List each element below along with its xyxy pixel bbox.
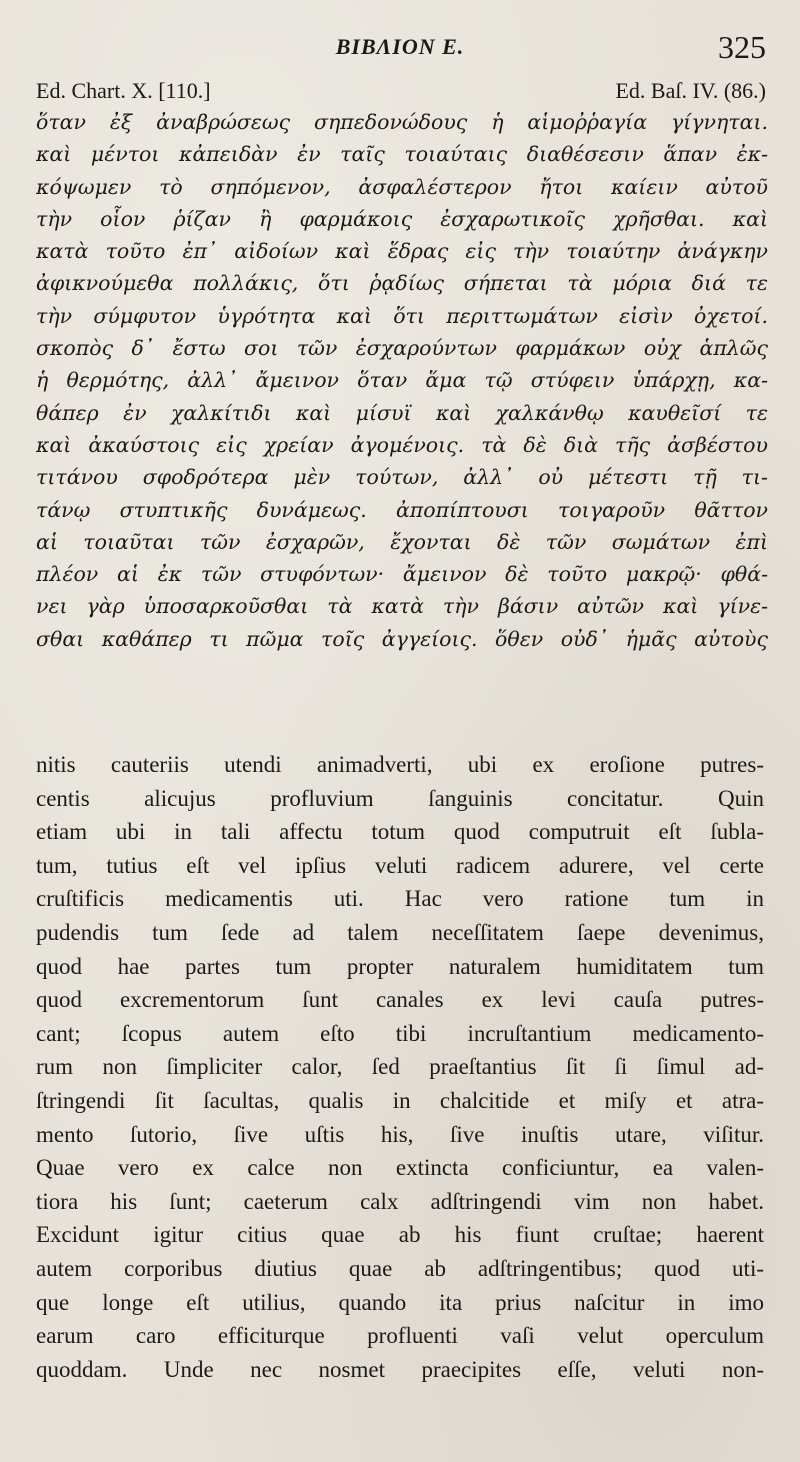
latin-line: cant; ſcopus autem eſto tibi incruſtantium medicamento-: [36, 1020, 764, 1046]
greek-line: καὶ μέντοι κἀπειδὰν ἐν ταῖς τοιαύταις διαθέσεσιν ἅπαν ἐκ-: [36, 142, 768, 167]
greek-line: τὴν σύμφυτον ὑγρότητα καὶ ὅτι περιττωμάτων εἰσὶν ὀχετοί.: [36, 303, 768, 328]
latin-line: autem corporibus diutius quae ab adſtringentibus; quod uti-: [36, 1255, 764, 1281]
edition-basel-reference: Ed. Baſ. IV. (86.): [615, 78, 766, 103]
greek-line: τάνῳ στυπτικῆς δυνάμεως. ἀποπίπτουσι τοιγαροῦν θᾶττον: [36, 497, 768, 522]
page-number: 325: [718, 29, 766, 65]
greek-line: θάπερ ἐν χαλκίτιδι καὶ μίσυϊ καὶ χαλκάνθῳ καυθεῖσί τε: [36, 400, 768, 425]
greek-line: καὶ ἀκαύστοις εἰς χρείαν ἀγομένοις. τὰ δὲ διὰ τῆς ἀσβέστου: [36, 432, 768, 457]
latin-line: earum caro efficiturque profluenti vaſi velut operculum: [36, 1323, 764, 1349]
latin-line: ſtringendi ſit ſacultas, qualis in chalcitide et miſy et atra-: [36, 1087, 764, 1113]
latin-line: quod hae partes tum propter naturalem humiditatem tum: [36, 953, 764, 979]
greek-line: αἱ τοιαῦται τῶν ἐσχαρῶν, ἔχονται δὲ τῶν σωμάτων ἐπὶ: [36, 529, 768, 554]
latin-line: cruſtificis medicamentis uti. Hac vero ratione tum in: [36, 886, 764, 912]
latin-line: Excidunt igitur citius quae ab his fiunt cruſtae; haerent: [36, 1222, 764, 1248]
latin-line: tum, tutius eſt vel ipſius veluti radicem adurere, vel certe: [36, 852, 764, 878]
latin-line: nitis cauteriis utendi animadverti, ubi ex eroſione putres-: [36, 752, 764, 777]
latin-line: centis alicujus profluvium ſanguinis concitatur. Quin: [36, 785, 764, 811]
greek-line: ἀφικνούμεθα πολλάκις, ὅτι ῥᾳδίως σήπεται τὰ μόρια διά τε: [36, 271, 768, 296]
latin-line: rum non ſimpliciter calor, ſed praeſtantius ſit ſi ſimul ad-: [36, 1054, 764, 1080]
latin-line: tiora his ſunt; caeterum calx adſtringendi vim non habet.: [36, 1188, 764, 1214]
latin-line: etiam ubi in tali affectu totum quod computruit eſt ſubla-: [36, 819, 764, 845]
edition-chartier-reference: Ed. Chart. X. [110.]: [36, 78, 211, 103]
latin-line: mento ſutorio, ſive uſtis his, ſive inuſtis utare, viſitur.: [36, 1121, 764, 1147]
latin-line: quoddam. Unde nec nosmet praecipites eſſe, veluti non-: [36, 1356, 764, 1382]
greek-line: κατὰ τοῦτο ἐπ᾽ αἰδοίων καὶ ἕδρας εἰς τὴν τοιαύτην ἀνάγκην: [36, 239, 768, 264]
latin-line: que longe eſt utilius, quando ita prius naſcitur in imo: [36, 1289, 764, 1315]
edition-reference-line: [36, 76, 766, 106]
greek-line: ἡ θερμότης, ἀλλ᾽ ἄμεινον ὅταν ἅμα τῷ στύφειν ὑπάρχῃ, κα-: [36, 368, 768, 393]
greek-line: σθαι καθάπερ τι πῶμα τοῖς ἀγγείοις. ὅθεν οὐδ᾽ ἡμᾶς αὐτοὺς: [36, 626, 768, 651]
greek-line: σκοπὸς δ᾽ ἔστω σοι τῶν ἐσχαρούντων φαρμάκων οὐχ ἁπλῶς: [36, 336, 768, 361]
greek-line: τὴν οἷον ῥίζαν ἢ φαρμάκοις ἐσχαρωτικοῖς χρῆσθαι. καὶ: [36, 206, 768, 231]
greek-line: τιτάνου σφοδρότερα μὲν τούτων, ἀλλ᾽ οὐ μέτεστι τῇ τι-: [36, 465, 768, 490]
latin-line: quod excrementorum ſunt canales ex levi cauſa putres-: [36, 987, 764, 1013]
running-title: BIBΛION E.: [335, 34, 465, 59]
greek-line: ὅταν ἐξ ἀναβρώσεως σηπεδονώδους ἡ αἱμοῤῥαγία γίγνηται.: [36, 110, 768, 134]
greek-line: νει γὰρ ὑποσαρκοῦσθαι τὰ κατὰ τὴν βάσιν αὐτῶν καὶ γίνε-: [36, 594, 768, 619]
latin-text-block: [36, 748, 764, 1386]
running-head: [0, 30, 800, 64]
greek-line: πλέον αἱ ἐκ τῶν στυφόντων· ἄμεινον δὲ τοῦτο μακρῷ· φθά-: [36, 562, 768, 587]
latin-line: Quae vero ex calce non extincta conficiuntur, ea valen-: [36, 1155, 764, 1181]
latin-line: pudendis tum ſede ad talem neceſſitatem ſaepe devenimus,: [36, 919, 764, 945]
greek-text-block: [36, 106, 768, 655]
greek-line: κόψωμεν τὸ σηπόμενον, ἀσφαλέστερον ἤτοι καίειν αὐτοῦ: [36, 174, 768, 199]
